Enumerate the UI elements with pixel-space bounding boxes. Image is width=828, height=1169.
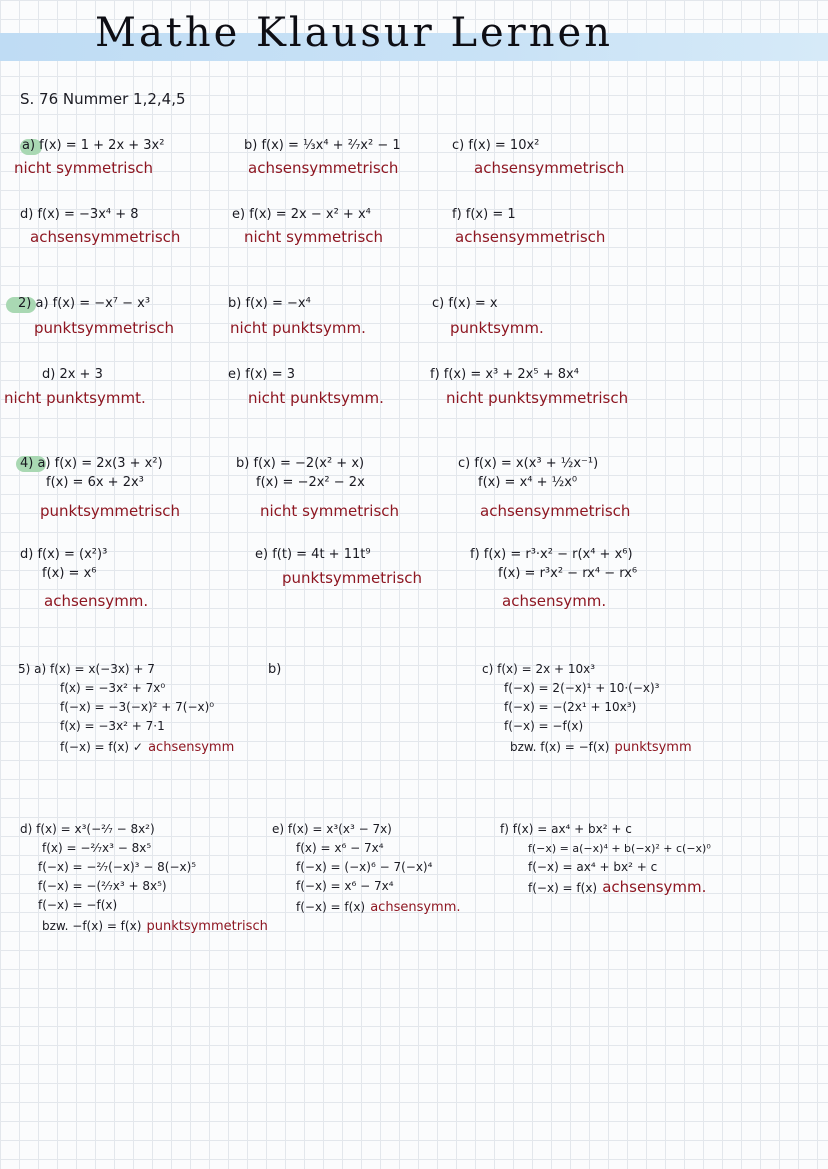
task5-f-last: f(−x) = f(x) [528,881,598,895]
task1-f-equation: f) f(x) = 1 [452,207,516,222]
task5-e-answer: achsensymm. [370,900,461,915]
task5-d-line5: f(−x) = −f(x) [38,898,118,912]
task4-f-answer: achsensymm. [502,592,607,610]
task4-b-answer: nicht symmetrisch [260,502,400,520]
task5-d-line3: f(−x) = −²⁄₇(−x)³ − 8(−x)⁵ [38,860,197,874]
task1-e-equation: e) f(x) = 2x − x² + x⁴ [232,207,371,222]
task2-c-answer: punktsymm. [450,319,544,337]
task1-d-answer: achsensymmetrisch [30,228,181,246]
task1-c-answer: achsensymmetrisch [474,159,625,177]
task5-a-last: f(−x) = f(x) ✓ [60,740,143,754]
task5-a-line4: f(x) = −3x² + 7·1 [60,719,165,733]
task4-d [20,545,107,583]
task1-c [452,136,539,155]
task5-a [18,660,234,758]
task5-d-line2: f(x) = −²⁄₇x³ − 8x⁵ [42,841,152,855]
task5-a-conclusion [18,736,234,758]
task5-e-conclusion [272,896,461,918]
task5-d-answer: punktsymmetrisch [146,919,268,934]
task4-c-answer: achsensymmetrisch [480,502,631,520]
assignment-reference: S. 76 Nummer 1,2,4,5 [20,90,186,108]
task5-c-last: bzw. f(x) = −f(x) [510,740,610,754]
task1-c-equation: c) f(x) = 10x² [452,138,540,153]
task5-d-line1: d) f(x) = x³(−²⁄₇ − 8x²) [20,822,155,836]
task5-a-line1: 5) a) f(x) = x(−3x) + 7 [18,662,155,676]
task2-f [430,365,579,384]
task5-c-conclusion [482,736,692,758]
task5-c-answer: punktsymm [614,740,692,755]
task2-b [228,294,311,313]
task5-f [500,820,711,898]
task2-b-equation: b) f(x) = −x⁴ [228,296,311,311]
task5-e-line3: f(−x) = (−x)⁶ − 7(−x)⁴ [296,860,433,874]
task5-f-conclusion [500,877,711,898]
task2-f-answer: nicht punktsymmetrisch [446,389,629,407]
task5-e-last: f(−x) = f(x) [296,900,366,914]
task1-a-equation: a) f(x) = 1 + 2x + 3x² [22,138,165,153]
task5-a-answer: achsensymm [148,740,235,755]
task1-d [20,205,139,224]
task5-d [20,820,268,937]
task1-e-answer: nicht symmetrisch [244,228,384,246]
task1-f-answer: achsensymmetrisch [455,228,606,246]
task2-e [228,365,295,384]
task4-c [458,454,598,492]
task5-f-line1: f) f(x) = ax⁴ + bx² + c [500,822,632,836]
task4-e [255,545,371,564]
task4-a [20,454,163,492]
task5-a-line3: f(−x) = −3(−x)² + 7(−x)⁰ [60,700,215,714]
task1-b-answer: achsensymmetrisch [248,159,399,177]
task4-b [236,454,365,492]
task2-a-answer: punktsymmetrisch [34,319,175,337]
task5-e-line2: f(x) = x⁶ − 7x⁴ [296,841,384,855]
task4-f-line1: f) f(x) = r³·x² − r(x⁴ + x⁶) [470,547,633,562]
task2-e-answer: nicht punktsymm. [248,389,384,407]
task2-a-equation: 2) a) f(x) = −x⁷ − x³ [18,296,151,311]
task5-e-line4: f(−x) = x⁶ − 7x⁴ [296,879,394,893]
task5-c-line4: f(−x) = −f(x) [504,719,584,733]
task2-a [18,294,150,313]
task4-b-line2: f(x) = −2x² − 2x [256,475,365,490]
task4-c-line2: f(x) = x⁴ + ½x⁰ [478,475,578,490]
task5-c [482,660,692,758]
task4-a-line2: f(x) = 6x + 2x³ [46,475,144,490]
task1-b [244,136,401,155]
task1-b-equation: b) f(x) = ⅓x⁴ + ²⁄₇x² − 1 [244,138,401,153]
task5-e [272,820,461,918]
task2-f-equation: f) f(x) = x³ + 2x⁵ + 8x⁴ [430,367,579,382]
task4-f-line2: f(x) = r³x² − rx⁴ − rx⁶ [498,566,638,581]
task4-d-line2: f(x) = x⁶ [42,566,97,581]
task4-e-line1: e) f(t) = 4t + 11t⁹ [255,547,371,562]
task4-d-answer: achsensymm. [44,592,149,610]
task5-c-line2: f(−x) = 2(−x)¹ + 10·(−x)³ [504,681,660,695]
task4-f [470,545,637,583]
task4-e-answer: punktsymmetrisch [282,569,423,587]
task5-b-label: b) [268,662,282,677]
task4-c-line1: c) f(x) = x(x³ + ½x⁻¹) [458,456,599,471]
task2-d [42,365,103,384]
task1-a-answer: nicht symmetrisch [14,159,154,177]
task1-a [22,136,164,155]
task2-d-answer: nicht punktsymmt. [4,389,146,407]
task5-d-line4: f(−x) = −(²⁄₇x³ + 8x⁵) [38,879,167,893]
task1-d-equation: d) f(x) = −3x⁴ + 8 [20,207,139,222]
task2-e-equation: e) f(x) = 3 [228,367,296,382]
task5-a-line2: f(x) = −3x² + 7x⁰ [60,681,166,695]
task4-a-answer: punktsymmetrisch [40,502,181,520]
task1-e [232,205,371,224]
task2-b-answer: nicht punktsymm. [230,319,366,337]
task2-c [432,294,498,313]
task5-d-last: bzw. −f(x) = f(x) [42,919,142,933]
task5-f-answer: achsensymm. [602,878,707,896]
task5-c-line3: f(−x) = −(2x¹ + 10x³) [504,700,637,714]
task4-b-line1: b) f(x) = −2(x² + x) [236,456,365,471]
task1-f [452,205,516,224]
task5-e-line1: e) f(x) = x³(x³ − 7x) [272,822,392,836]
task2-d-equation: d) 2x + 3 [42,367,103,382]
task2-c-equation: c) f(x) = x [432,296,498,311]
task5-d-conclusion [20,915,268,937]
task5-c-line1: c) f(x) = 2x + 10x³ [482,662,596,676]
page-title: Mathe Klausur Lernen [95,10,613,56]
task5-f-line3: f(−x) = ax⁴ + bx² + c [528,860,658,874]
task4-a-line1: 4) a) f(x) = 2x(3 + x²) [20,456,163,471]
task4-d-line1: d) f(x) = (x²)³ [20,547,108,562]
task5-f-line2: f(−x) = a(−x)⁴ + b(−x)² + c(−x)⁰ [528,842,711,855]
